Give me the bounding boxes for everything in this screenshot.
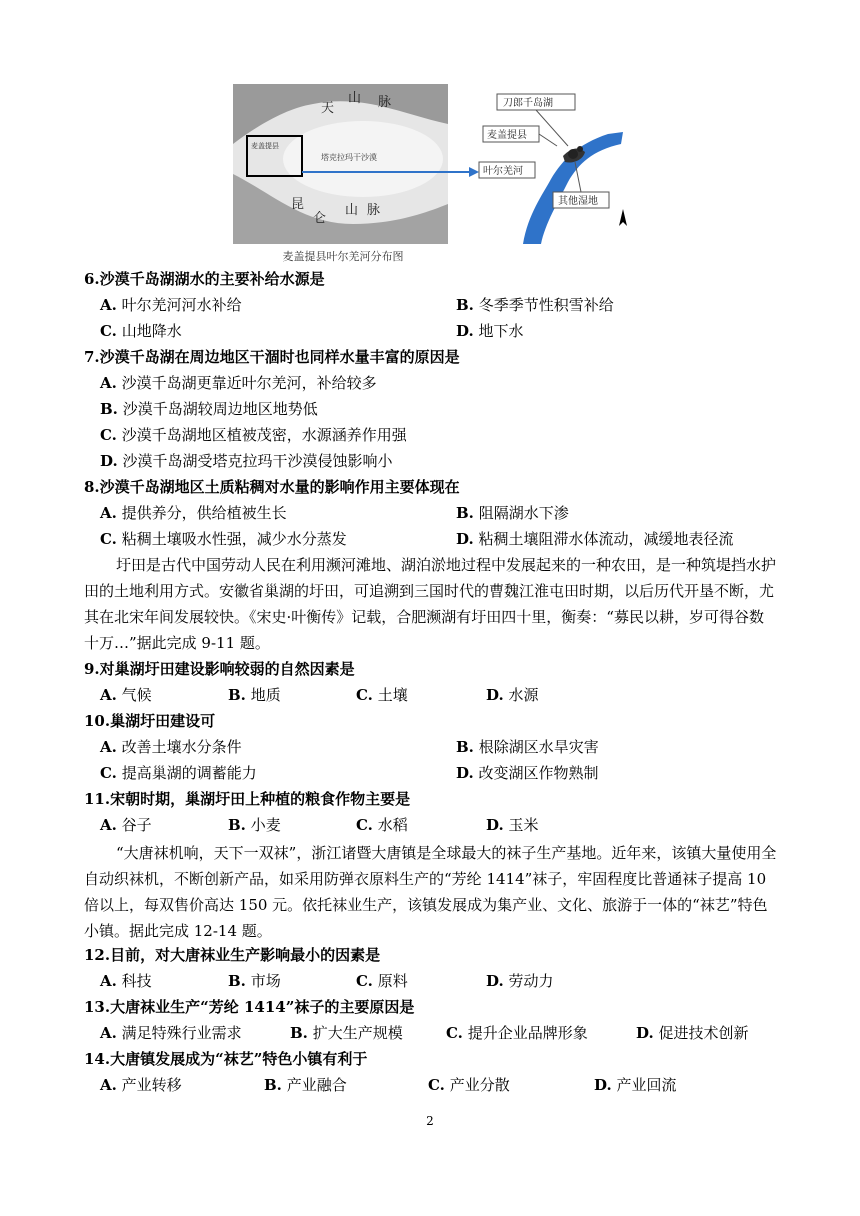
q12-option-a[interactable]: A. 科技 xyxy=(100,972,152,990)
label-kun: 昆 xyxy=(291,197,305,212)
label-mai: 脉 xyxy=(378,95,392,110)
page-number: 2 xyxy=(426,1114,434,1128)
label-river: 叶尔羌河 xyxy=(483,166,523,177)
lake-dot-2 xyxy=(577,146,583,152)
label-shan1: 山 xyxy=(348,91,362,106)
pointer-arrowhead xyxy=(469,167,479,177)
q13-option-b[interactable]: B. 扩大生产规模 xyxy=(290,1024,403,1042)
q9-stem: 9.对巢湖圩田建设影响较弱的自然因素是 xyxy=(84,660,355,678)
label-desert: 塔克拉玛干沙漠 xyxy=(321,153,377,162)
map-figure xyxy=(233,84,633,266)
q6-stem: 6.沙漠千岛湖湖水的主要补给水源是 xyxy=(84,270,325,288)
q14-stem: 14.大唐镇发展成为“袜艺”特色小镇有利于 xyxy=(84,1050,368,1068)
q12-stem: 12.目前，对大唐袜业生产影响最小的因素是 xyxy=(84,946,381,964)
q11-option-b[interactable]: B. 小麦 xyxy=(228,816,281,834)
q10-option-d[interactable]: D. 改变湖区作物熟制 xyxy=(456,764,599,782)
label-inset-county: 麦盖提县 xyxy=(251,142,279,150)
q10-option-c[interactable]: C. 提高巢湖的调蓄能力 xyxy=(100,764,257,782)
q11-stem: 11.宋朝时期，巢湖圩田上种植的粮食作物主要是 xyxy=(84,790,411,808)
q11-option-a[interactable]: A. 谷子 xyxy=(100,816,152,834)
q8-option-b[interactable]: B. 阻隔湖水下渗 xyxy=(456,504,569,522)
q13-stem: 13.大唐袜业生产“芳纶 1414”袜子的主要原因是 xyxy=(84,998,415,1016)
q7-stem: 7.沙漠千岛湖在周边地区干涸时也同样水量丰富的原因是 xyxy=(84,348,460,366)
q10-option-a[interactable]: A. 改善土壤水分条件 xyxy=(100,738,242,756)
q9-option-d[interactable]: D. 水源 xyxy=(486,686,539,704)
q13-option-d[interactable]: D. 促进技术创新 xyxy=(636,1024,749,1042)
q6-option-d[interactable]: D. 地下水 xyxy=(456,322,524,340)
q11-option-d[interactable]: D. 玉米 xyxy=(486,816,539,834)
q10-stem: 10.巢湖圩田建设可 xyxy=(84,712,216,730)
q6-option-a[interactable]: A. 叶尔羌河河水补给 xyxy=(100,296,242,314)
q6-option-b[interactable]: B. 冬季季节性积雪补给 xyxy=(456,296,614,314)
q12-option-c[interactable]: C. 原料 xyxy=(356,972,408,990)
q8-option-d[interactable]: D. 粘稠土壤阻滞水体流动，减缓地表径流 xyxy=(456,530,734,548)
label-shan2: 山 xyxy=(345,203,359,218)
q8-option-a[interactable]: A. 提供养分，供给植被生长 xyxy=(100,504,287,522)
q13-option-a[interactable]: A. 满足特殊行业需求 xyxy=(100,1024,242,1042)
map-caption: 麦盖提县叶尔羌河分布图 xyxy=(282,250,404,263)
q9-option-c[interactable]: C. 土壤 xyxy=(356,686,408,704)
q9-option-b[interactable]: B. 地质 xyxy=(228,686,281,704)
q13-option-c[interactable]: C. 提升企业品牌形象 xyxy=(446,1024,588,1042)
q7-option-c[interactable]: C. 沙漠千岛湖地区植被茂密，水源涵养作用强 xyxy=(100,426,407,444)
label-mai2: 脉 xyxy=(367,203,381,218)
q14-option-a[interactable]: A. 产业转移 xyxy=(100,1076,182,1094)
label-lun: 仑 xyxy=(313,211,327,226)
q10-option-b[interactable]: B. 根除湖区水旱灾害 xyxy=(456,738,599,756)
q7-option-d[interactable]: D. 沙漠千岛湖受塔克拉玛干沙漠侵蚀影响小 xyxy=(100,452,393,470)
label-tian: 天 xyxy=(321,101,335,116)
q7-option-a[interactable]: A. 沙漠千岛湖更靠近叶尔羌河，补给较多 xyxy=(100,374,377,392)
q14-option-c[interactable]: C. 产业分散 xyxy=(428,1076,510,1094)
q9-option-a[interactable]: A. 气候 xyxy=(100,686,152,704)
q12-option-b[interactable]: B. 市场 xyxy=(228,972,281,990)
lake-dot-1 xyxy=(568,149,578,159)
q8-stem: 8.沙漠千岛湖地区土质粘稠对水量的影响作用主要体现在 xyxy=(84,478,460,496)
q7-option-b[interactable]: B. 沙漠千岛湖较周边地区地势低 xyxy=(100,400,318,418)
q14-option-d[interactable]: D. 产业回流 xyxy=(594,1076,677,1094)
label-county: 麦盖提县 xyxy=(487,130,527,141)
passage-socks: “大唐袜机响，天下一双袜”，浙江诸暨大唐镇是全球最大的袜子生产基地。近年来，该镇大量使用全自动织袜机，不断创新产品，如采用防弹衣原料生产的“芳纶 1414”袜子，牢固程度比普通袜子提高 10 倍以上，每双售价高达 150 元。依托袜业生产，该镇发展成为集产业、文化、旅游于一体的“袜艺”特色小镇。据此完成 12-14 题。 xyxy=(84,844,777,940)
q12-option-d[interactable]: D. 劳动力 xyxy=(486,972,554,990)
q14-option-b[interactable]: B. 产业融合 xyxy=(264,1076,347,1094)
q8-option-c[interactable]: C. 粘稠土壤吸水性强，减少水分蒸发 xyxy=(100,530,347,548)
passage-weitian: 圩田是古代中国劳动人民在利用濒河滩地、湖泊淤地过程中发展起来的一种农田，是一种筑堤挡水护田的土地利用方式。安徽省巢湖的圩田，可追溯到三国时代的曹魏江淮屯田时期，以后历代开垦不断，尤其在北宋年间发展较快。《宋史·叶衡传》记载，合肥濒湖有圩田四十里，衡奏：“募民以耕，岁可得谷数十万…”据此完成 9-11 题。 xyxy=(84,556,777,652)
q11-option-c[interactable]: C. 水稻 xyxy=(356,816,408,834)
map-svg xyxy=(233,84,633,266)
label-wetland: 其他湿地 xyxy=(558,196,598,207)
q6-option-c[interactable]: C. 山地降水 xyxy=(100,322,182,340)
label-daolang: 刀郎千岛湖 xyxy=(503,98,553,109)
